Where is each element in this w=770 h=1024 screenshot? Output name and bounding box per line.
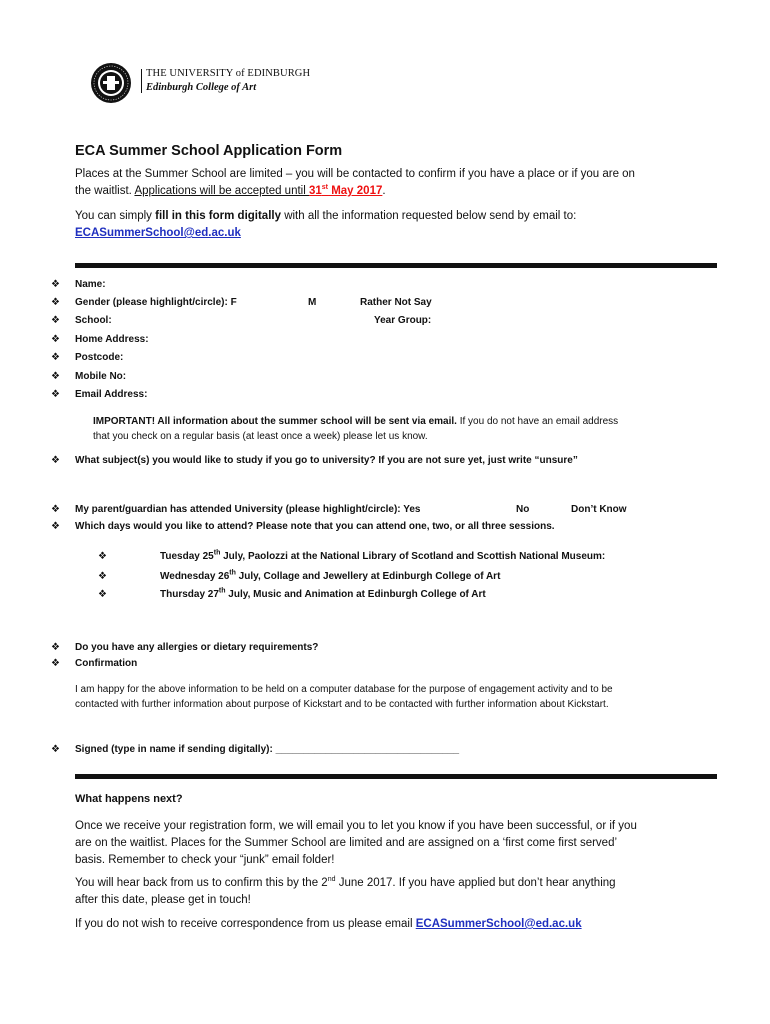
bullet-icon: ❖ [51, 334, 60, 345]
gender-option-m: M [308, 297, 317, 308]
field-postcode: Postcode: [75, 352, 124, 363]
intro-waitlist: the waitlist. [75, 185, 135, 197]
bullet-icon: ❖ [51, 279, 60, 290]
parent-option-dont-know: Don’t Know [571, 504, 627, 515]
bullet-icon: ❖ [51, 658, 60, 669]
bullet-icon: ❖ [51, 521, 60, 532]
digital-bold: fill in this form digitally [155, 210, 281, 222]
field-email: Email Address: [75, 389, 148, 400]
field-home-address: Home Address: [75, 334, 149, 345]
field-year-group: Year Group: [374, 315, 432, 326]
signature-field: Signed (type in name if sending digitally): _________________________________ [75, 744, 460, 755]
question-subject: What subject(s) you would like to study if you go to university? If you are not sure yet, just write “unsure” [75, 455, 578, 466]
session-thursday: Thursday 27th July, Music and Animation at Edinburgh College of Art [160, 587, 486, 600]
email-link-bottom[interactable]: ECASummerSchool@ed.ac.uk [415, 918, 582, 930]
question-parent: My parent/guardian has attended University (please highlight/circle): Yes [75, 504, 421, 515]
logo-university-name: THE UNIVERSITY of EDINBURGH [146, 68, 311, 79]
bullet-icon: ❖ [51, 371, 60, 382]
bullet-icon: ❖ [51, 642, 60, 653]
intro-paragraph: Places at the Summer School are limited – you will be contacted to confirm if you have a place or if you are on the waitlist. Applications will be accepted until 31st May 2017. [75, 166, 725, 200]
bullet-icon: ❖ [51, 315, 60, 326]
logo-college-name: Edinburgh College of Art [146, 82, 257, 93]
consent-text: I am happy for the above information to be held on a computer database for the purpose of engagement activity and to be contacted with further information about purpose of Kickstart and to be contacted with further information about Kickstart. [75, 684, 613, 710]
bullet-icon: ❖ [51, 744, 60, 755]
section-divider-bottom [75, 774, 717, 779]
confirmation-heading: Confirmation [75, 658, 138, 669]
parent-option-no: No [516, 504, 530, 515]
digital-instructions: You can simply fill in this form digitally with all the information requested below send by email to: ECASummerSchool@ed.ac.uk [75, 210, 577, 239]
logo-divider [141, 69, 142, 93]
university-logo [90, 62, 310, 104]
next-paragraph-3: If you do not wish to receive correspondence from us please email ECASummerSchool@ed.ac.uk [75, 918, 582, 930]
page-title: ECA Summer School Application Form [75, 143, 343, 159]
bullet-icon: ❖ [98, 551, 107, 562]
bullet-icon: ❖ [51, 504, 60, 515]
next-heading: What happens next? [75, 793, 183, 805]
bullet-icon: ❖ [98, 589, 107, 600]
bullet-icon: ❖ [51, 297, 60, 308]
university-seal-icon [90, 62, 132, 104]
session-tuesday: Tuesday 25th July, Paolozzi at the National Library of Scotland and Scottish National Museum: [160, 549, 606, 562]
bullet-icon: ❖ [51, 389, 60, 400]
deadline-date: 31st May 2017 [308, 184, 383, 197]
intro-deadline: Applications will be accepted until [134, 185, 309, 197]
question-allergies: Do you have any allergies or dietary requirements? [75, 642, 319, 653]
bullet-icon: ❖ [98, 571, 107, 582]
field-mobile: Mobile No: [75, 371, 127, 382]
next-paragraph-2: You will hear back from us to confirm this by the 2nd June 2017. If you have applied but don’t hear anything after this date, please get in touch! [75, 876, 616, 906]
section-divider-top [75, 263, 717, 268]
field-gender: Gender (please highlight/circle): F [75, 297, 237, 308]
next-paragraph-1: Once we receive your registration form, we will email you to let you know if you have been successful, or if you are on the waitlist. Places for the Summer School are limited and are assigned on a ‘first come first served’ basis. Remember to check your “junk” email folder! [75, 820, 637, 866]
question-days: Which days would you like to attend? Please note that you can attend one, two, or all three sessions. [75, 521, 555, 532]
bullet-icon: ❖ [51, 352, 60, 363]
field-name: Name: [75, 279, 106, 290]
email-link[interactable]: ECASummerSchool@ed.ac.uk [75, 227, 241, 239]
intro-line-1: Places at the Summer School are limited – you will be contacted to confirm if you have a place or if you are on [75, 168, 635, 180]
bullet-icon: ❖ [51, 455, 60, 466]
gender-option-other: Rather Not Say [360, 297, 432, 308]
important-note: IMPORTANT! All information about the summer school will be sent via email. If you do not have an email address that you check on a regular basis (at least once a week) please let us know. [93, 416, 619, 442]
field-school: School: [75, 315, 112, 326]
session-wednesday: Wednesday 26th July, Collage and Jewellery at Edinburgh College of Art [160, 569, 501, 582]
important-bold: IMPORTANT! All information about the summer school will be sent via email. [93, 416, 457, 427]
